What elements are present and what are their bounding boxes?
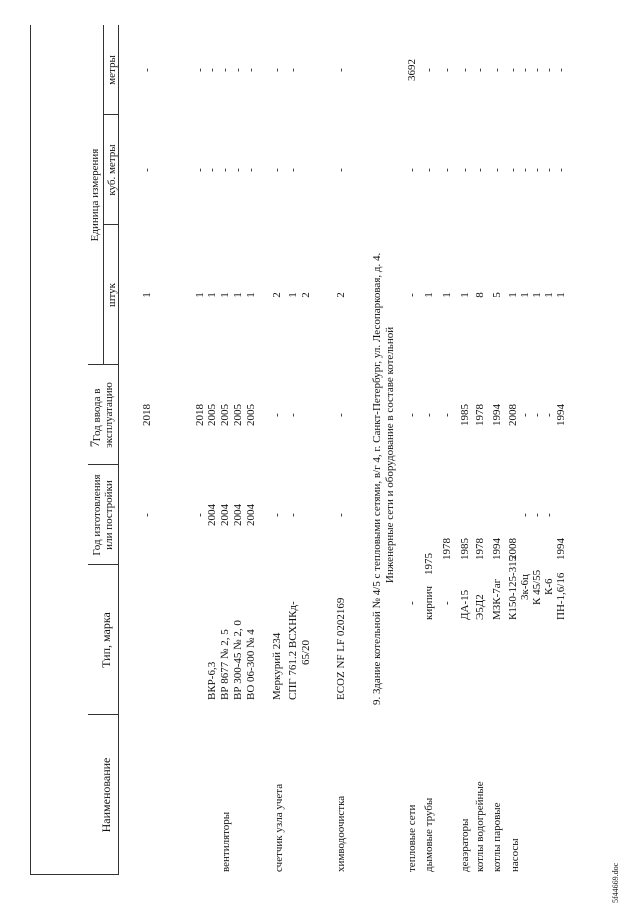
table-left-rule [30,874,118,875]
col-divider-5 [103,224,118,225]
row-type: ДА-15 [459,589,471,620]
row-cubic-m: - [491,168,503,172]
fan-year-made: 2004 [206,504,218,526]
section-title: 9. Здание котельной № 4/5 с тепловыми сетями, в/г 4, г. Санкт-Петербург, ул. Лесопарковая, д. 4. [371,252,383,705]
header-year-made-2: или постройки [103,480,115,550]
row-pcs: 5 [491,292,503,298]
meter-pcs-cont: 2 [300,292,312,298]
row-m: - [491,68,503,72]
fan-m: - [219,68,231,72]
fan-cubic-m: - [206,168,218,172]
row1-cubic-m: - [194,168,206,172]
header-pcs: штук [106,283,118,307]
header-year-commissioned-1: Год ввода в [91,388,103,442]
fans-name: вентиляторы [220,811,232,872]
row-cubic-m: - [474,168,486,172]
row-year-made: 1975 [423,553,435,575]
row-pcs: 1 [507,292,519,298]
meter-m: - [271,68,283,72]
fan-year-made: 2004 [219,504,231,526]
fan-pcs: 1 [232,292,244,298]
meter-m: - [287,68,299,72]
row-pcs: 1 [531,292,543,298]
row-m: - [459,68,471,72]
header-m: метры [106,55,118,85]
row-m: - [474,68,486,72]
fan-type: ВКР-6,3 [206,661,218,700]
row-name: котлы водогрейные [474,781,486,872]
row-cubic-m: - [406,168,418,172]
meter-cubic-m: - [287,168,299,172]
row-m: - [555,68,567,72]
row-year-made: - [519,513,531,517]
row-cubic-m: - [519,168,531,172]
row-year-commissioned: 2008 [507,404,519,426]
row-type: К-6 [543,578,555,595]
meter-type: Меркурий 234 [271,632,283,700]
fan-pcs: 1 [245,292,257,298]
row-name: котлы паровые [491,802,503,872]
row0-year-commissioned: 2018 [141,404,153,426]
units-divider [103,25,104,365]
row-pcs: 8 [474,292,486,298]
row-name: тепловые сети [406,804,418,872]
meter-cubic-m: - [271,168,283,172]
fan-type: ВО 06-300 № 4 [245,629,257,700]
row0-m: - [141,68,153,72]
row-pcs: 1 [459,292,471,298]
row-year-commissioned: 1985 [459,404,471,426]
fan-pcs: 1 [206,292,218,298]
fan-pcs: 1 [219,292,231,298]
row0-cubic-m: - [141,168,153,172]
fan-cubic-m: - [232,168,244,172]
row-m: - [543,68,555,72]
row-pcs: 1 [441,292,453,298]
row-year-made: 1978 [441,538,453,560]
water-cubic-m: - [335,168,347,172]
row-type: ПН-1,6/16 [555,572,567,620]
header-year-commissioned-2: эксплуатацию [103,382,115,448]
row-year-made: 1994 [555,538,567,560]
header-bottom-rule [118,25,119,875]
row0-pcs: 1 [141,292,153,298]
row-m: - [441,68,453,72]
row-year-commissioned: - [531,413,543,417]
col-divider-2 [88,564,118,565]
row-year-commissioned: - [423,413,435,417]
section-subtitle: Инженерные сети и оборудование в составе котельной [384,326,396,584]
row-year-made: - [543,513,555,517]
row-type: К150-125-315 [507,555,519,620]
fan-year-made: 2004 [245,504,257,526]
water-m: - [335,68,347,72]
col-divider-3 [88,464,118,465]
row-year-made: 1985 [459,538,471,560]
fan-cubic-m: - [245,168,257,172]
row-year-commissioned: 1994 [491,404,503,426]
row-year-commissioned: - [543,413,555,417]
meter-name: счетчик узла учета [273,783,285,872]
water-type: ECOZ NF LF 0202169 [335,597,347,700]
row-m: 3692 [406,59,418,81]
row-cubic-m: - [543,168,555,172]
row1-m: - [194,68,206,72]
row-name: дымовые трубы [423,797,435,872]
row-pcs: 1 [519,292,531,298]
col-divider-6 [103,114,118,115]
row-type: кирпич [423,585,435,620]
fan-year-commissioned: 2005 [206,404,218,426]
meter-pcs: 2 [271,292,283,298]
row-pcs: 1 [543,292,555,298]
fan-type: ВР 8677 № 2, 5 [219,629,231,700]
meter-year-made: - [271,513,283,517]
fan-year-made: 2004 [232,504,244,526]
row-type: - [441,601,453,605]
fan-year-commissioned: 2005 [245,404,257,426]
water-year-commissioned: - [335,413,347,417]
row-m: - [423,68,435,72]
meter-year-made: - [287,513,299,517]
row-year-commissioned: - [519,413,531,417]
water-name: химводоочистка [335,795,347,872]
water-pcs: 2 [335,292,347,298]
row-cubic-m: - [459,168,471,172]
header-type-brand: Тип, марка [99,612,113,668]
meter-type-cont: 65/20 [300,639,312,665]
header-cubic-m: куб. метры [106,144,118,196]
row-cubic-m: - [441,168,453,172]
row-type: К 45/55 [531,569,543,605]
row-year-commissioned: 1978 [474,404,486,426]
row-m: - [507,68,519,72]
fan-type: ВР 300-45 № 2, 0 [232,620,244,700]
col-divider-1 [88,714,118,715]
row-cubic-m: - [531,168,543,172]
row-cubic-m: - [423,168,435,172]
table-top-rule [30,25,31,875]
header-year-made-1: Год изготовления [91,474,103,556]
header-units: Единица измерения [89,148,101,242]
row1-pcs: 1 [194,292,206,298]
row-name: деаэраторы [459,818,471,872]
row-type: 3к-6ц [519,574,531,600]
page-number: 7 [87,440,102,448]
row1-year-made: - [194,513,206,517]
row-pcs: 1 [423,292,435,298]
row0-year-made: - [141,513,153,517]
fan-year-commissioned: 2005 [219,404,231,426]
meter-pcs: 1 [287,292,299,298]
row-name: насосы [509,838,521,872]
row-type: - [406,601,418,605]
row-pcs: - [406,293,418,297]
fan-m: - [232,68,244,72]
footer-file-code: 5f44669.doc [611,862,620,903]
row-year-commissioned: 1994 [555,404,567,426]
row-year-made: 1978 [474,538,486,560]
fan-cubic-m: - [219,168,231,172]
row-type: МЗК-7аг [491,578,503,620]
row-year-commissioned: - [406,413,418,417]
meter-year-commissioned: - [287,413,299,417]
meter-type: СПГ 761.2 ВСХНКд- [287,601,299,700]
row-year-made: 1994 [491,538,503,560]
row-cubic-m: - [507,168,519,172]
row-type: Э5Д2 [474,594,486,620]
row1-year-commissioned: 2018 [194,404,206,426]
row-year-commissioned: - [441,413,453,417]
row-m: - [531,68,543,72]
row-year-made: - [531,513,543,517]
meter-year-commissioned: - [271,413,283,417]
row-pcs: 1 [555,292,567,298]
row-year-made: 2008 [507,538,519,560]
fan-m: - [206,68,218,72]
row-m: - [519,68,531,72]
header-name: Наименование [99,757,113,833]
fan-year-commissioned: 2005 [232,404,244,426]
fan-m: - [245,68,257,72]
water-year-made: - [335,513,347,517]
row-cubic-m: - [555,168,567,172]
